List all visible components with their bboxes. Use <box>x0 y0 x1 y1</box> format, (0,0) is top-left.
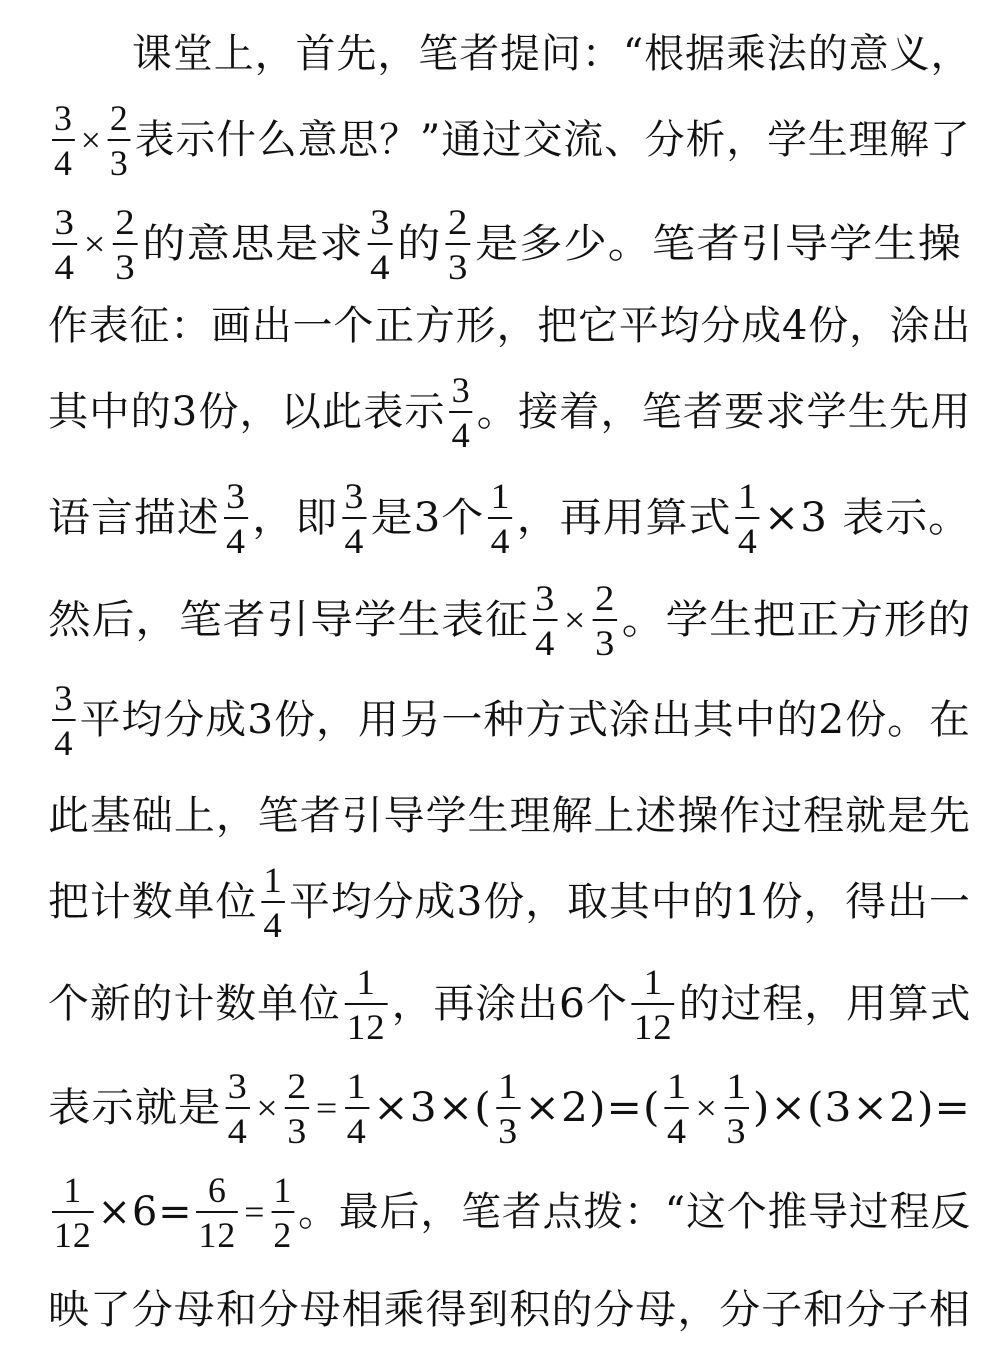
line-text: 的 <box>397 221 442 267</box>
text-line <box>48 1056 971 1160</box>
fraction-numerator: 2 <box>447 201 469 242</box>
text-line <box>48 360 971 464</box>
fraction-denominator: 4 <box>666 1110 688 1151</box>
fraction-denominator: 2 <box>273 1214 293 1255</box>
fraction-numerator: 1 <box>490 475 511 516</box>
fraction-denominator: 3 <box>115 246 136 287</box>
fraction-denominator: 4 <box>263 904 283 945</box>
line-text: 其中的3份，以此表示 <box>48 389 446 435</box>
fraction-numerator: 3 <box>53 97 73 138</box>
fraction-numerator: 3 <box>54 677 74 718</box>
math-operator: × <box>83 224 107 264</box>
math-operator: × <box>563 600 587 640</box>
fraction-denominator: 4 <box>535 622 556 663</box>
fraction-denominator: 12 <box>53 1214 92 1255</box>
fraction <box>52 201 77 287</box>
line-content <box>48 961 972 1047</box>
line-content <box>48 677 971 763</box>
line-content <box>48 1169 972 1255</box>
text-line <box>48 466 971 570</box>
fraction <box>724 1065 748 1151</box>
fraction-denominator: 3 <box>287 1110 308 1151</box>
line-text: 把计数单位 <box>48 879 258 925</box>
line-text: ×2)=( <box>524 1085 661 1131</box>
line-text: 。最后，笔者点拨：“这个推导过程反 <box>298 1189 972 1235</box>
fraction-denominator: 3 <box>447 246 469 287</box>
fraction-denominator: 4 <box>737 520 758 561</box>
line-text: 。学生把正方形的 <box>621 597 972 643</box>
line-content <box>48 577 972 663</box>
fraction <box>736 475 760 561</box>
fraction-numerator: 3 <box>54 201 75 242</box>
line-text: 语言描述 <box>48 495 220 541</box>
fraction-denominator: 4 <box>370 246 391 287</box>
line-text: 的意思是求 <box>142 221 364 267</box>
line-text: 是3个 <box>370 495 485 541</box>
line-content <box>48 1065 971 1151</box>
fraction-numerator: 2 <box>109 97 129 138</box>
text-line <box>48 668 971 772</box>
fraction-denominator: 12 <box>346 1006 386 1047</box>
fraction-numerator: 1 <box>643 961 663 1002</box>
line-content <box>48 475 972 561</box>
text-line <box>48 1160 971 1264</box>
line-text: ×3 表示。 <box>764 495 972 541</box>
line-text: 的过程，用算式 <box>678 981 972 1027</box>
text-line <box>48 1258 971 1362</box>
fraction <box>226 1065 250 1151</box>
math-operator: = <box>244 1192 266 1232</box>
fraction-denominator: 3 <box>595 622 616 663</box>
fraction-numerator: 1 <box>498 1065 519 1106</box>
fraction <box>533 577 558 663</box>
fraction-denominator: 4 <box>346 1110 367 1151</box>
fraction-numerator: 1 <box>263 859 283 900</box>
fraction <box>285 1065 309 1151</box>
fraction <box>197 1169 239 1255</box>
fraction <box>113 201 138 287</box>
fraction-numerator: 1 <box>737 475 758 516</box>
fraction-denominator: 12 <box>633 1006 673 1047</box>
line-content <box>48 369 972 455</box>
fraction <box>345 961 388 1047</box>
math-operator: × <box>80 120 102 160</box>
math-operator: × <box>695 1088 719 1128</box>
text-line <box>48 568 971 672</box>
math-operator: × <box>256 1088 279 1128</box>
fraction <box>593 577 618 663</box>
line-content <box>48 97 971 183</box>
fraction-numerator: 3 <box>535 577 556 618</box>
fraction <box>488 475 512 561</box>
line-text: 然后，笔者引导学生表征 <box>48 597 529 643</box>
line-content <box>48 201 963 287</box>
fraction-numerator: 2 <box>287 1065 308 1106</box>
line-content <box>48 859 971 945</box>
fraction <box>52 97 75 183</box>
fraction <box>450 369 473 455</box>
fraction-numerator: 1 <box>356 961 376 1002</box>
fraction <box>368 201 393 287</box>
line-text: 此基础上，笔者引导学生理解上述操作过程就是先 <box>48 793 971 839</box>
fraction-numerator: 3 <box>344 475 365 516</box>
fraction-numerator: 2 <box>115 201 136 242</box>
fraction-denominator: 4 <box>53 142 73 183</box>
line-text: ，即 <box>252 495 339 541</box>
fraction <box>342 475 366 561</box>
fraction-denominator: 4 <box>490 520 511 561</box>
fraction-numerator: 3 <box>451 369 471 410</box>
fraction-denominator: 4 <box>344 520 365 561</box>
fraction <box>496 1065 520 1151</box>
line-text: 课堂上，首先，笔者提问：“根据乘法的意义， <box>132 31 972 77</box>
fraction <box>52 677 75 763</box>
line-text: 映了分母和分母相乘得到积的分母，分子和分子相 <box>48 1287 971 1333</box>
fraction-denominator: 3 <box>726 1110 747 1151</box>
fraction-denominator: 3 <box>498 1110 519 1151</box>
fraction-denominator: 4 <box>54 722 74 763</box>
fraction-denominator: 3 <box>109 142 129 183</box>
fraction-denominator: 12 <box>198 1214 237 1255</box>
fraction-numerator: 6 <box>207 1169 227 1210</box>
fraction-numerator: 3 <box>227 1065 248 1106</box>
text-line <box>48 88 971 192</box>
fraction <box>261 859 284 945</box>
line-text: 表示就是 <box>48 1085 222 1131</box>
fraction-numerator: 3 <box>370 201 391 242</box>
fraction <box>271 1169 294 1255</box>
fraction-numerator: 3 <box>226 475 247 516</box>
fraction <box>345 1065 369 1151</box>
fraction-numerator: 1 <box>666 1065 688 1106</box>
fraction <box>632 961 675 1047</box>
math-operator: = <box>315 1088 339 1128</box>
line-text: 表示什么意思？”通过交流、分析，学生理解了 <box>134 117 971 163</box>
fraction-numerator: 1 <box>273 1169 293 1210</box>
line-text: ，再用算式 <box>516 495 732 541</box>
fraction-numerator: 2 <box>595 577 616 618</box>
line-text: 个新的计数单位 <box>48 981 341 1027</box>
fraction-numerator: 1 <box>726 1065 747 1106</box>
line-text: ×3×( <box>373 1085 492 1131</box>
line-text: 作表征：画出一个正方形，把它平均分成4份，涂出 <box>48 303 972 349</box>
fraction-numerator: 1 <box>63 1169 83 1210</box>
fraction <box>52 1169 94 1255</box>
line-text: 平均分成3份，取其中的1份，得出一 <box>288 879 971 925</box>
text-line <box>48 952 971 1056</box>
fraction <box>108 97 131 183</box>
line-text: )×(3×2)= <box>752 1085 971 1131</box>
fraction <box>446 201 471 287</box>
line-text: ×6= <box>97 1189 193 1235</box>
fraction <box>665 1065 689 1151</box>
line-text: 。接着，笔者要求学生先用 <box>476 389 972 435</box>
fraction-denominator: 4 <box>54 246 75 287</box>
line-text: 是多少。笔者引导学生操 <box>474 221 963 267</box>
fraction <box>224 475 248 561</box>
fraction-denominator: 4 <box>226 520 247 561</box>
line-text: 平均分成3份，用另一种方式涂出其中的2份。在 <box>79 697 971 743</box>
fraction-denominator: 4 <box>227 1110 248 1151</box>
line-text: ，再涂出6个 <box>391 981 628 1027</box>
fraction-denominator: 4 <box>451 414 471 455</box>
fraction-numerator: 1 <box>346 1065 367 1106</box>
text-line <box>48 850 971 954</box>
